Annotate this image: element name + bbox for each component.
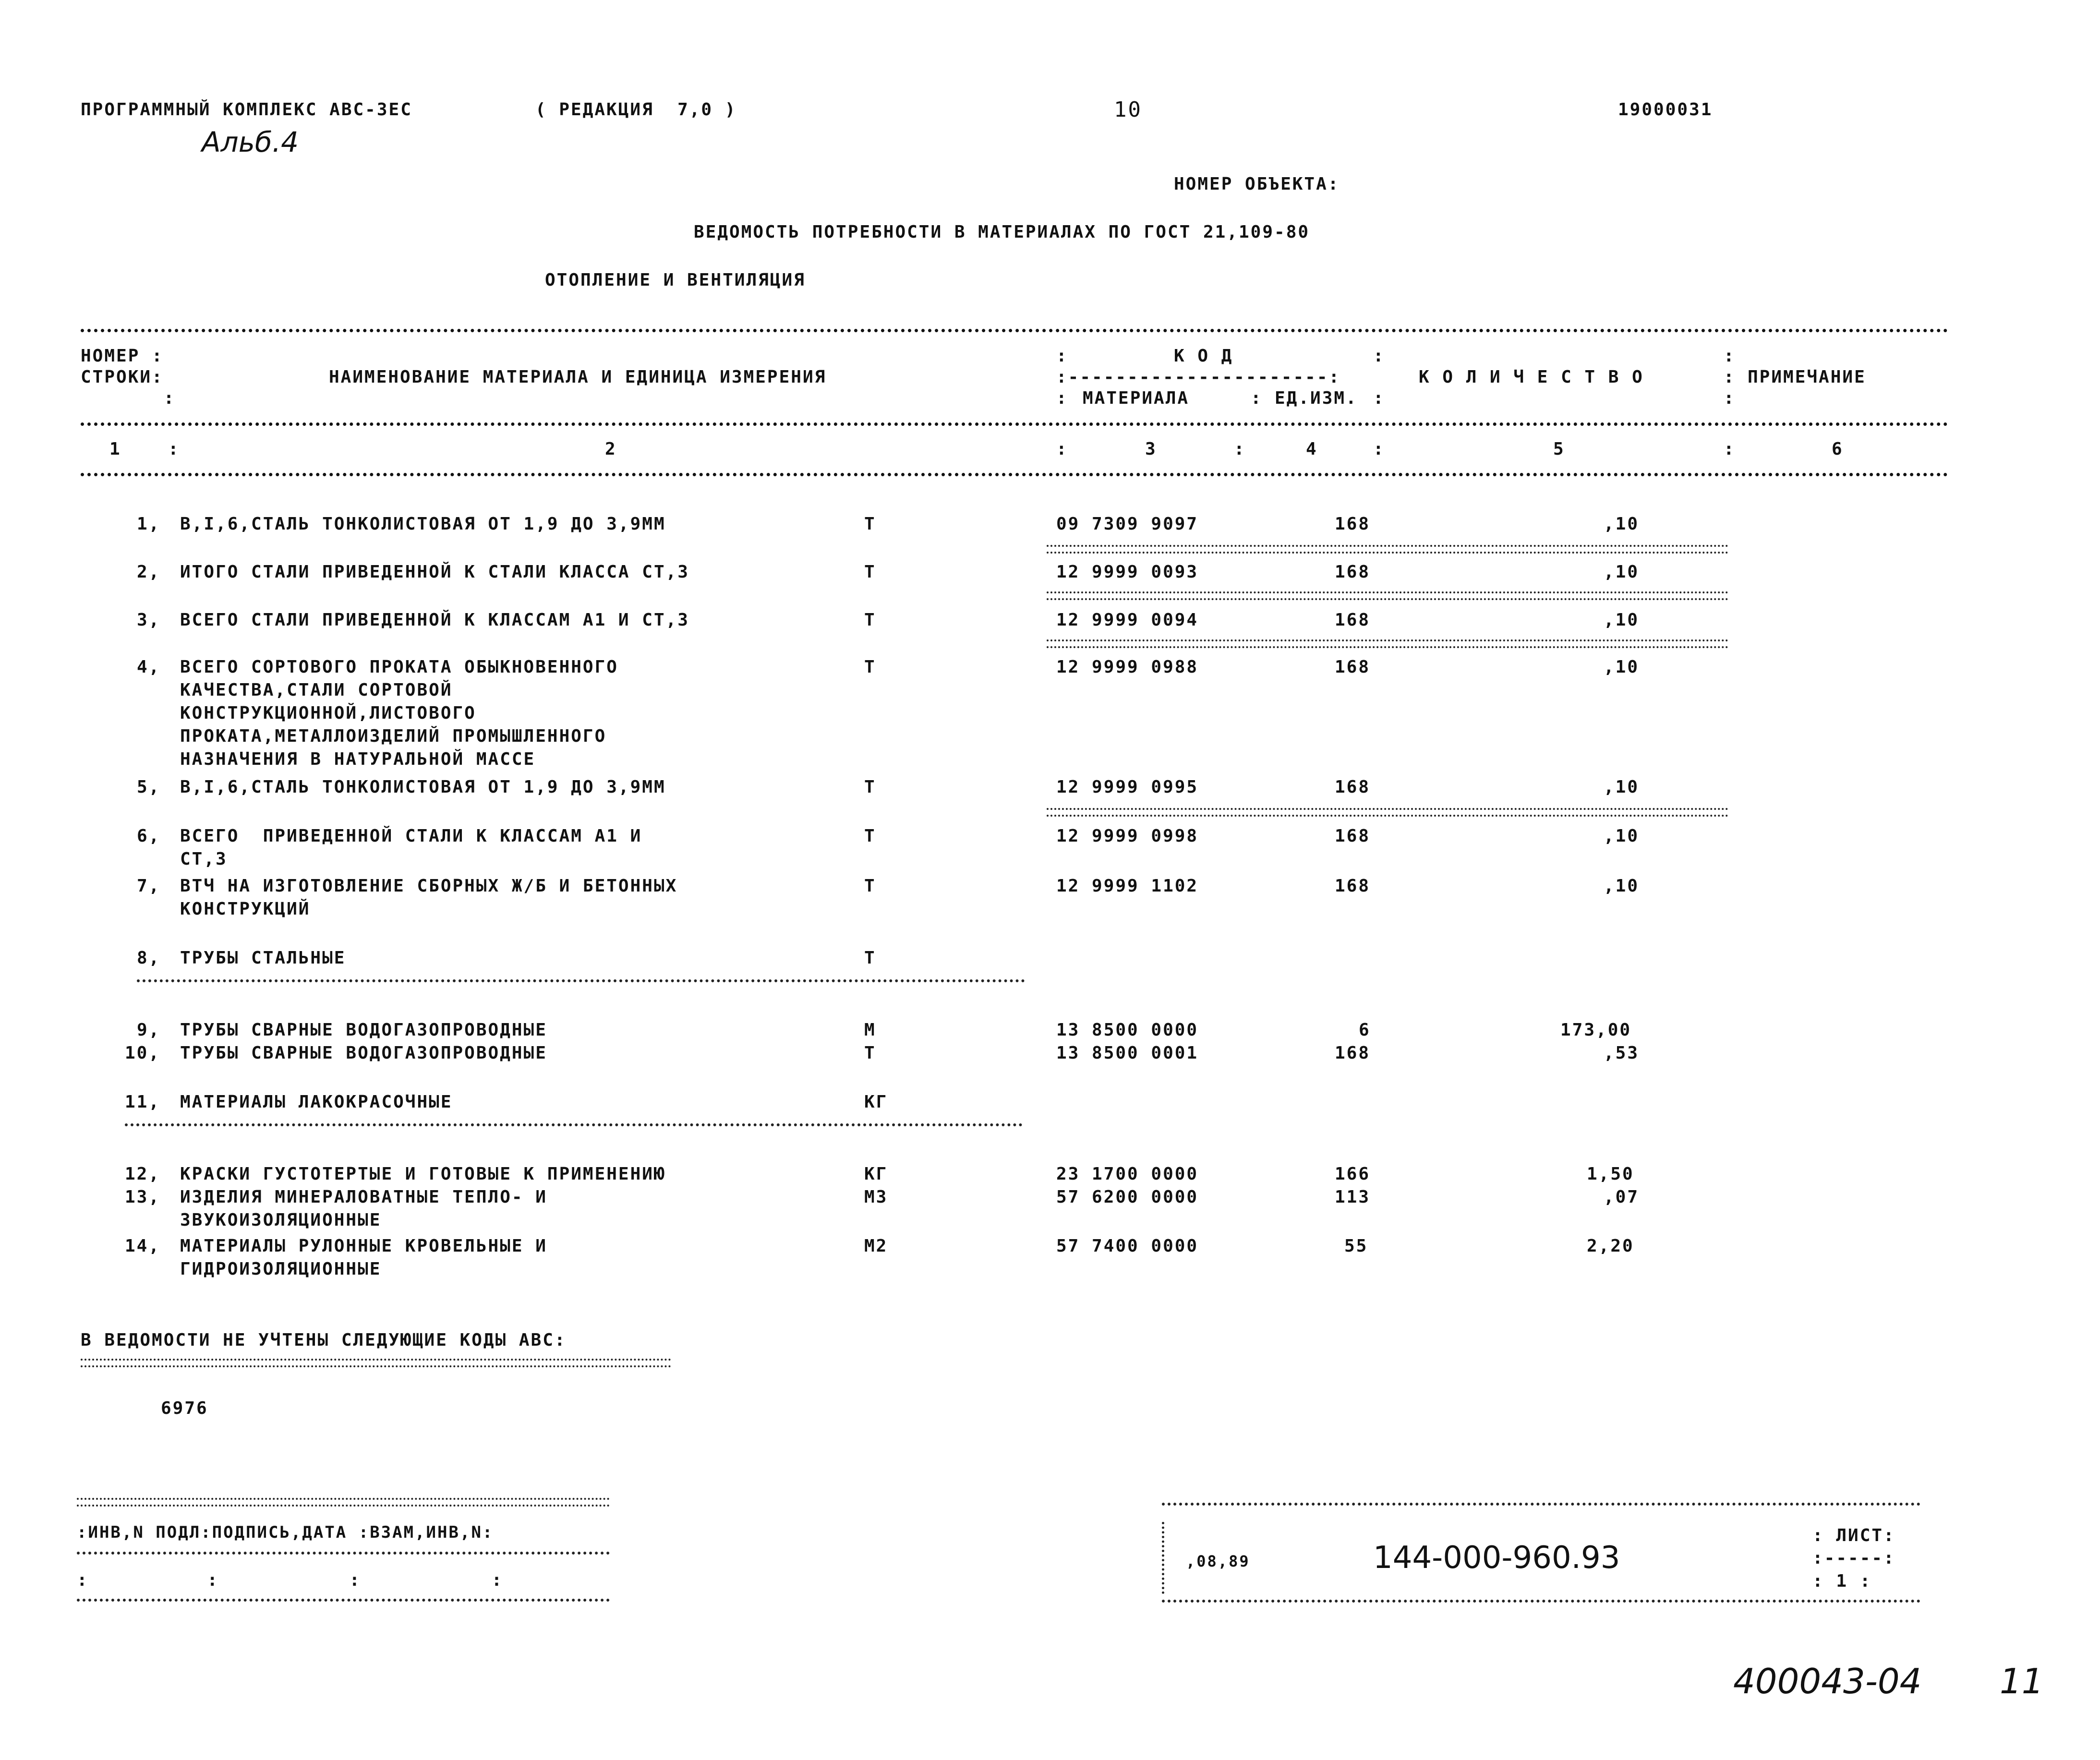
row-name-line-2: КОНСТРУКЦИЙ [180, 899, 311, 919]
header-row-no-2: СТРОКИ: [81, 367, 164, 387]
row-name: ИТОГО СТАЛИ ПРИВЕДЕННОЙ К СТАЛИ КЛАССА СТ,3 [180, 562, 689, 582]
row-unit-code: 168 [1335, 1043, 1371, 1063]
table-top-rule [81, 329, 1948, 332]
row-unit: Т [864, 1043, 876, 1063]
row-number: 2, [137, 562, 161, 582]
col-num-sep-1: : [168, 439, 180, 459]
document-title: ВЕДОМОСТЬ ПОТРЕБНОСТИ В МАТЕРИАЛАХ ПО ГОСТ 21,109-80 [694, 222, 1310, 242]
stamp-left-bottom-rule [77, 1599, 610, 1602]
col-num-sep-3: : [1234, 439, 1246, 459]
row-number: 14, [125, 1236, 161, 1256]
row-quantity: ,53 [1604, 1043, 1640, 1063]
col-num-1: 1 [109, 439, 121, 459]
header-mid-rule [81, 422, 1948, 426]
row-name: МАТЕРИАЛЫ ЛАКОКРАСОЧНЫЕ [180, 1092, 453, 1112]
col-num-sep-5: : [1724, 439, 1736, 459]
row-unit: Т [864, 777, 876, 797]
header-row-no-3: : [81, 388, 176, 408]
row-quantity: 173,00 [1560, 1020, 1632, 1040]
excluded-code: 6976 [161, 1398, 208, 1418]
row-number: 9, [137, 1020, 161, 1040]
col-num-sep-2: : [1056, 439, 1068, 459]
row-name-line-2: СТ,3 [180, 849, 228, 869]
row-unit: Т [864, 948, 876, 968]
row-unit: Т [864, 826, 876, 846]
header-bottom-rule [81, 473, 1948, 476]
row-name-line-2: КАЧЕСТВА,СТАЛИ СОРТОВОЙ [180, 680, 453, 700]
row-number: 4, [137, 657, 161, 677]
row-number: 10, [125, 1043, 161, 1063]
row-quantity: ,10 [1604, 610, 1640, 630]
row-material-code: 12 9999 0998 [1056, 826, 1199, 846]
row-unit-code: 55 [1344, 1236, 1368, 1256]
row-quantity: ,10 [1604, 826, 1640, 846]
row-name-line-1: ВСЕГО СОРТОВОГО ПРОКАТА ОБЫКНОВЕННОГО [180, 657, 618, 677]
header-sep-a: : [1056, 346, 1068, 366]
row-unit-code: 6 [1359, 1020, 1371, 1040]
header-sep-b: : [1056, 388, 1068, 408]
row-unit-code: 168 [1335, 610, 1371, 630]
row-material-code: 13 8500 0000 [1056, 1020, 1199, 1040]
stamp-right-bottom-rule [1162, 1600, 1920, 1603]
row-quantity: 1,50 [1587, 1164, 1634, 1184]
row-name-line-2: ЗВУКОИЗОЛЯЦИОННЫЕ [180, 1210, 382, 1230]
row-material-code: 09 7309 9097 [1056, 514, 1199, 534]
section-title: ОТОПЛЕНИЕ И ВЕНТИЛЯЦИЯ [545, 270, 806, 290]
document-code: 19000031 [1618, 100, 1713, 120]
row-unit: КГ [864, 1164, 888, 1184]
header-row-no-1: НОМЕР : [81, 346, 164, 366]
col-num-sep-4: : [1373, 439, 1385, 459]
stamp-document-number: 144-000-960.93 [1373, 1540, 1620, 1576]
header-code: К О Д [1174, 346, 1233, 366]
stamp-left-header: :ИНВ,N ПОДЛ:ПОДПИСЬ,ДАТА :ВЗАМ,ИНВ,N: [77, 1523, 494, 1542]
row-name: ТРУБЫ СВАРНЫЕ ВОДОГАЗОПРОВОДНЫЕ [180, 1020, 547, 1040]
group-underline [137, 979, 1025, 982]
stamp-left-cells: : : : : [77, 1570, 504, 1590]
header-code-material: МАТЕРИАЛА [1083, 388, 1190, 408]
stamp-right-top-rule [1162, 1503, 1920, 1506]
row-quantity: ,10 [1604, 562, 1640, 582]
row-quantity: ,10 [1604, 514, 1640, 534]
row-separator [1047, 545, 1728, 554]
album-handwritten-note: Альб.4 [202, 126, 299, 158]
stamp-date: ,08,89 [1186, 1552, 1250, 1570]
excluded-codes-note: В ВЕДОМОСТИ НЕ УЧТЕНЫ СЛЕДУЮЩИЕ КОДЫ АВС: [81, 1330, 567, 1350]
page-number: 10 [1114, 97, 1142, 122]
row-number: 8, [137, 948, 161, 968]
header-code-divider: :----------------------: [1056, 367, 1341, 387]
row-number: 12, [125, 1164, 161, 1184]
row-name-line-2: ГИДРОИЗОЛЯЦИОННЫЕ [180, 1259, 382, 1279]
row-unit: Т [864, 514, 876, 534]
row-number: 3, [137, 610, 161, 630]
row-name-line-1: ИЗДЕЛИЯ МИНЕРАЛОВАТНЫЕ ТЕПЛО- И [180, 1187, 547, 1207]
row-material-code: 12 9999 0094 [1056, 610, 1199, 630]
row-number: 6, [137, 826, 161, 846]
group-underline [125, 1123, 1023, 1126]
row-unit-code: 166 [1335, 1164, 1371, 1184]
row-unit: Т [864, 562, 876, 582]
row-number: 11, [125, 1092, 161, 1112]
header-note: ПРИМЕЧАНИЕ [1748, 367, 1866, 387]
row-separator [1047, 639, 1728, 648]
row-name-line-5: НАЗНАЧЕНИЯ В НАТУРАЛЬНОЙ МАССЕ [180, 749, 536, 769]
row-material-code: 57 6200 0000 [1056, 1187, 1199, 1207]
stamp-sheet-divider: :-----: [1812, 1548, 1895, 1568]
row-number: 13, [125, 1187, 161, 1207]
row-name-line-1: ВТЧ НА ИЗГОТОВЛЕНИЕ СБОРНЫХ Ж/Б И БЕТОННЫХ [180, 876, 678, 896]
row-name: В,I,6,СТАЛЬ ТОНКОЛИСТОВАЯ ОТ 1,9 ДО 3,9ММ [180, 514, 666, 534]
row-unit: КГ [864, 1092, 888, 1112]
row-quantity: ,10 [1604, 777, 1640, 797]
row-number: 1, [137, 514, 161, 534]
row-quantity: 2,20 [1587, 1236, 1634, 1256]
row-unit: М2 [864, 1236, 888, 1256]
row-number: 7, [137, 876, 161, 896]
header-quantity: К О Л И Ч Е С Т В О [1419, 367, 1644, 387]
row-unit-code: 168 [1335, 777, 1371, 797]
row-unit-code: 113 [1335, 1187, 1371, 1207]
header-sep-e: : [1373, 388, 1385, 408]
row-name-line-3: КОНСТРУКЦИОННОЙ,ЛИСТОВОГО [180, 703, 476, 723]
stamp-sheet-label: : ЛИСТ: [1812, 1526, 1895, 1545]
object-number-label: НОМЕР ОБЪЕКТА: [1174, 174, 1340, 194]
row-number: 5, [137, 777, 161, 797]
row-material-code: 23 1700 0000 [1056, 1164, 1199, 1184]
row-unit: Т [864, 657, 876, 677]
header-sep-c: : [1251, 388, 1263, 408]
header-code-unit: ЕД.ИЗМ. [1275, 388, 1358, 408]
row-name: ТРУБЫ СТАЛЬНЫЕ [180, 948, 346, 968]
row-quantity: ,07 [1604, 1187, 1640, 1207]
row-name-line-1: ВСЕГО ПРИВЕДЕННОЙ СТАЛИ К КЛАССАМ А1 И [180, 826, 642, 846]
row-name-line-1: МАТЕРИАЛЫ РУЛОННЫЕ КРОВЕЛЬНЫЕ И [180, 1236, 547, 1256]
row-unit-code: 168 [1335, 514, 1371, 534]
header-sep-h: : [1724, 388, 1736, 408]
row-unit-code: 168 [1335, 657, 1371, 677]
row-material-code: 12 9999 1102 [1056, 876, 1199, 896]
row-unit-code: 168 [1335, 562, 1371, 582]
handwritten-archive-number: 400043-04 [1733, 1661, 1922, 1701]
col-num-3: 3 [1145, 439, 1157, 459]
stamp-left-mid-rule [77, 1552, 610, 1555]
handwritten-page-number: 11 [2000, 1661, 2044, 1701]
row-name: КРАСКИ ГУСТОТЕРТЫЕ И ГОТОВЫЕ К ПРИМЕНЕНИЮ [180, 1164, 666, 1184]
excluded-codes-underline [81, 1359, 671, 1367]
row-unit: Т [864, 610, 876, 630]
row-name-line-4: ПРОКАТА,МЕТАЛЛОИЗДЕЛИЙ ПРОМЫШЛЕННОГО [180, 726, 607, 746]
row-name: ТРУБЫ СВАРНЫЕ ВОДОГАЗОПРОВОДНЫЕ [180, 1043, 547, 1063]
row-unit-code: 168 [1335, 826, 1371, 846]
stamp-left-top-rule [77, 1498, 610, 1507]
header-sep-g: : [1724, 367, 1736, 387]
stamp-sheet-number: : 1 : [1812, 1571, 1872, 1591]
header-sep-f: : [1724, 346, 1736, 366]
program-name: ПРОГРАММНЫЙ КОМПЛЕКС АВС-ЗЕС [81, 100, 412, 120]
col-num-4: 4 [1306, 439, 1318, 459]
row-material-code: 12 9999 0995 [1056, 777, 1199, 797]
row-unit: Т [864, 876, 876, 896]
row-unit: М3 [864, 1187, 888, 1207]
row-unit-code: 168 [1335, 876, 1371, 896]
row-material-code: 12 9999 0093 [1056, 562, 1199, 582]
row-name: ВСЕГО СТАЛИ ПРИВЕДЕННОЙ К КЛАССАМ А1 И СТ,3 [180, 610, 689, 630]
header-material-name: НАИМЕНОВАНИЕ МАТЕРИАЛА И ЕДИНИЦА ИЗМЕРЕНИЯ [329, 367, 827, 387]
row-quantity: ,10 [1604, 657, 1640, 677]
row-quantity: ,10 [1604, 876, 1640, 896]
row-material-code: 57 7400 0000 [1056, 1236, 1199, 1256]
header-sep-d: : [1373, 346, 1385, 366]
row-separator [1047, 808, 1728, 817]
row-name: В,I,6,СТАЛЬ ТОНКОЛИСТОВАЯ ОТ 1,9 ДО 3,9ММ [180, 777, 666, 797]
stamp-right-left-edge [1162, 1522, 1164, 1594]
col-num-2: 2 [605, 439, 617, 459]
row-material-code: 12 9999 0988 [1056, 657, 1199, 677]
col-num-5: 5 [1553, 439, 1565, 459]
program-edition: ( РЕДАКЦИЯ 7,0 ) [535, 100, 737, 120]
col-num-6: 6 [1832, 439, 1844, 459]
row-material-code: 13 8500 0001 [1056, 1043, 1199, 1063]
row-unit: М [864, 1020, 876, 1040]
row-separator [1047, 591, 1728, 600]
